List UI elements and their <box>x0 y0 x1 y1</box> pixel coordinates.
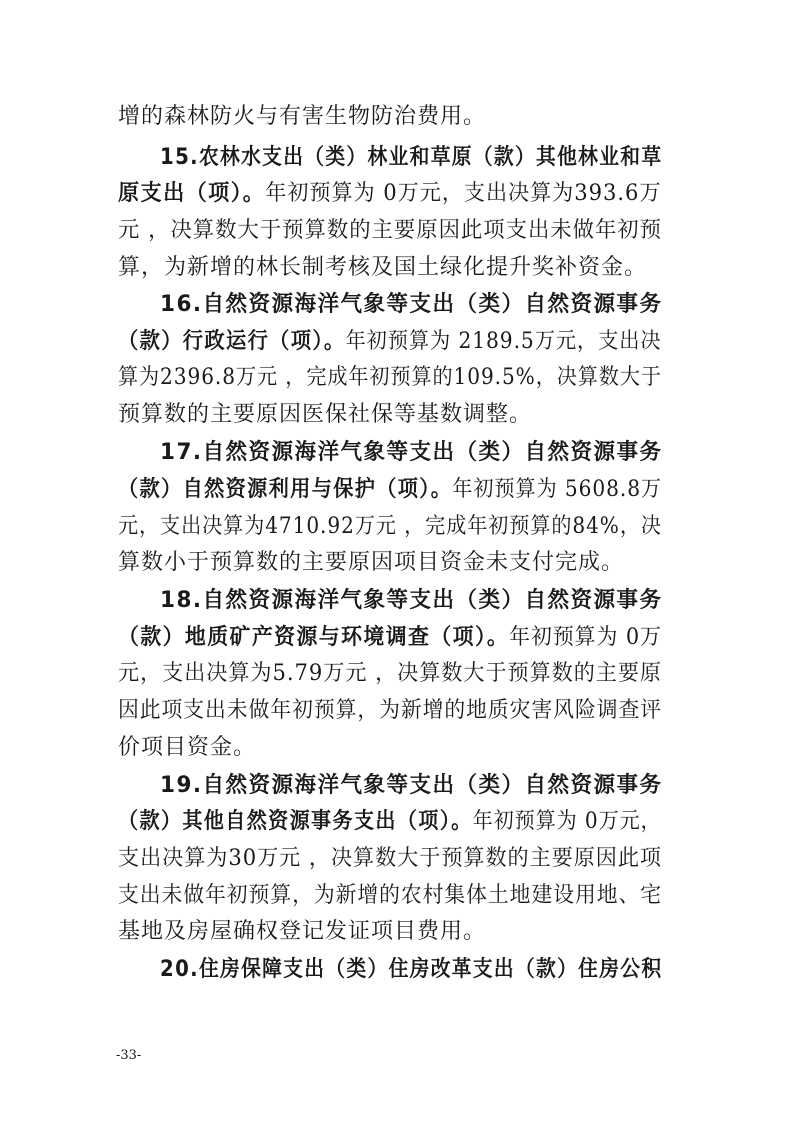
body-text-run: 价项目资金。 <box>118 735 257 760</box>
bold-heading-text: 17.自然资源海洋气象等支出（类）自然资源事务 <box>160 440 663 465</box>
bold-heading-text: 原支出（项）。 <box>118 181 266 206</box>
text-line <box>160 439 662 467</box>
body-text-run: 年初预算为 0万元，支出决算为393.6万 <box>265 181 662 206</box>
text-line <box>118 401 532 429</box>
text-line <box>118 254 647 282</box>
text-line <box>118 103 486 131</box>
text-line <box>118 624 662 652</box>
bold-heading-text: （款）地质矿产资源与环境调查（项）。 <box>118 625 510 650</box>
text-line <box>118 180 662 208</box>
bold-heading-text: 20.住房保障支出（类）住房改革支出（款）住房公积 <box>160 957 663 982</box>
text-line <box>118 918 486 946</box>
text-line <box>118 808 662 836</box>
body-text-run: 年初预算为 0万元， <box>472 809 662 834</box>
body-text-run: 支出决算为30万元 ，决算数大于预算数的主要原因此项 <box>118 846 662 871</box>
body-text-run: 预算数的主要原因医保社保等基数调整。 <box>118 402 533 427</box>
bold-heading-text: 15.农林水支出（类）林业和草原（款）其他林业和草 <box>160 145 663 170</box>
body-text-run: 年初预算为 5608.8万 <box>452 477 662 502</box>
body-text-run: 因此项支出未做年初预算，为新增的地质灾害风险调查评 <box>118 698 663 723</box>
text-line <box>118 328 662 356</box>
text-line <box>118 845 662 873</box>
bold-heading-text: （款）行政运行（项）。 <box>118 329 346 354</box>
body-text-run: 元，支出决算为5.79万元 ，决算数大于预算数的主要原 <box>118 661 662 686</box>
body-text-run: 年初预算为 2189.5万元，支出决 <box>345 329 662 354</box>
text-line <box>118 513 662 541</box>
text-line <box>118 364 662 392</box>
bold-heading-text: （款）自然资源利用与保护（项）。 <box>118 477 453 502</box>
body-text-run: 元 ，决算数大于预算数的主要原因此项支出未做年初预 <box>118 218 662 243</box>
text-line <box>160 772 662 800</box>
body-text-run: 基地及房屋确权登记发证项目费用。 <box>118 919 487 944</box>
bold-heading-text: 19.自然资源海洋气象等支出（类）自然资源事务 <box>160 773 663 798</box>
text-line <box>118 660 662 688</box>
text-line <box>118 476 662 504</box>
text-line <box>118 697 662 725</box>
bold-heading-text: 16.自然资源海洋气象等支出（类）自然资源事务 <box>160 292 663 317</box>
bold-heading-text: （款）其他自然资源事务支出（项）。 <box>118 809 473 834</box>
body-text-run: 增的森林防火与有害生物防治费用。 <box>118 104 487 129</box>
text-line <box>160 956 662 984</box>
body-text-run: 支出未做年初预算，为新增的农村集体土地建设用地、宅 <box>118 883 663 908</box>
body-text-run: 年初预算为 0万 <box>509 625 663 650</box>
text-line <box>118 217 662 245</box>
body-text-run: 算为2396.8万元 ，完成年初预算的109.5%，决算数大于 <box>118 365 662 390</box>
body-text-run: 算，为新增的林长制考核及国土绿化提升奖补资金。 <box>118 255 648 280</box>
body-text-run: 元，支出决算为4710.92万元 ，完成年初预算的84%，决 <box>118 514 662 539</box>
bold-heading-text: 18.自然资源海洋气象等支出（类）自然资源事务 <box>160 588 663 613</box>
text-line <box>118 882 662 910</box>
text-line <box>160 144 662 172</box>
text-line <box>118 549 624 577</box>
body-text-run: 算数小于预算数的主要原因项目资金未支付完成。 <box>118 550 625 575</box>
text-line <box>160 587 662 615</box>
text-line <box>118 734 256 762</box>
page-number: -33- <box>116 1048 142 1063</box>
text-line <box>160 291 662 319</box>
